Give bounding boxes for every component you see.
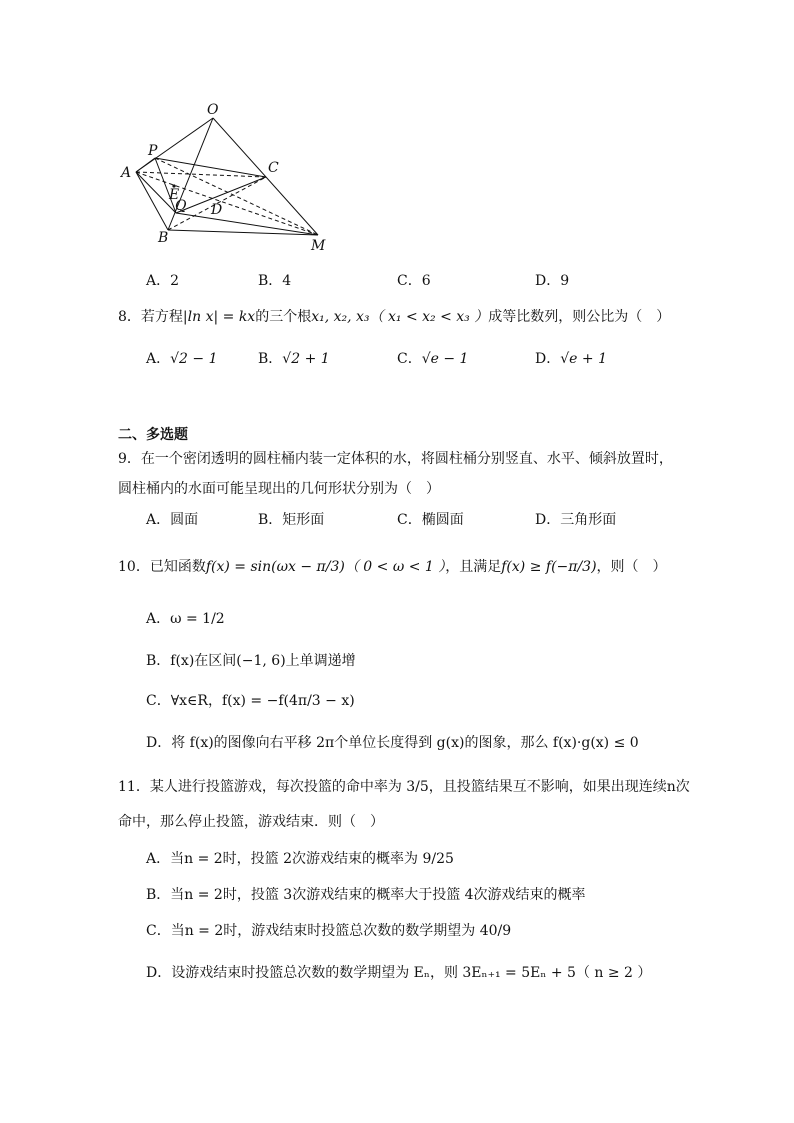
q9-option-d: D．三角形面 xyxy=(535,512,617,528)
q10-condition: （ 0 < ω < 1 ） xyxy=(344,559,446,575)
q7-option-a: A．2 xyxy=(146,273,180,289)
label-C: C xyxy=(268,160,279,176)
label-E: E xyxy=(169,187,180,203)
q8-option-a: A．√2 − 1 xyxy=(146,351,218,367)
q10-option-d: D．将 f(x)的图像向右平移 2π个单位长度得到 g(x)的图象，那么 f(x)·g(x) ≤ 0 xyxy=(146,735,639,751)
q11-option-c: C．当n = 2时，游戏结束时投篮总次数的数学期望为 40/9 xyxy=(146,923,512,939)
q8-equation: |ln x| = kx xyxy=(182,309,256,325)
q10-option-a: A．ω = 1/2 xyxy=(146,611,225,627)
q8-roots: x₁, x₂, x₃ xyxy=(311,309,370,325)
label-P: P xyxy=(148,143,158,159)
label-B: B xyxy=(158,230,169,246)
q9-line2: 圆柱桶内的水面可能呈现出的几何形状分别为（ ） xyxy=(118,481,440,497)
q9-option-c: C．椭圆面 xyxy=(397,512,464,528)
q8-condition: （ x₁ < x₂ < x₃ ） xyxy=(369,309,489,325)
q7-option-d: D．9 xyxy=(535,273,570,289)
q10-stem: 10．已知函数f(x) = sin(ωx − π/3)（ 0 < ω < 1 ），且满足f(x) ≥ f(−π/3)，则（ ） xyxy=(118,559,667,575)
q8-option-b: B．√2 + 1 xyxy=(258,351,330,367)
q9-line1: 9．在一个密闭透明的圆柱桶内装一定体积的水，将圆柱桶分别竖直、水平、倾斜放置时， xyxy=(118,451,673,467)
q11-option-a: A．当n = 2时，投篮 2次游戏结束的概率为 9/25 xyxy=(146,851,454,867)
label-Q: Q xyxy=(175,198,187,214)
q7-option-b: B．4 xyxy=(258,273,292,289)
section-heading: 二、多选题 xyxy=(118,427,188,443)
q11-option-d: D．设游戏结束时投篮总次数的数学期望为 Eₙ，则 3Eₙ₊₁ = 5Eₙ + 5（ n ≥ 2 ） xyxy=(146,965,652,981)
label-D: D xyxy=(211,202,223,218)
q7-option-c: C．6 xyxy=(397,273,431,289)
label-A: A xyxy=(121,165,132,181)
q8-stem xyxy=(118,306,670,326)
pyramid-figure xyxy=(118,100,338,260)
label-O: O xyxy=(207,102,219,118)
q11-option-b: B．当n = 2时，投篮 3次游戏结束的概率大于投篮 4次游戏结束的概率 xyxy=(146,887,586,903)
q8-number: 8． xyxy=(118,309,141,325)
q11-line1: 11．某人进行投篮游戏，每次投篮的命中率为 3/5，且投篮结果互不影响，如果出现连续n次 xyxy=(118,779,690,795)
q10-option-c: C．∀x∈R，f(x) = −f(4π/3 − x) xyxy=(146,693,355,709)
q10-function: f(x) = sin(ωx − π/3) xyxy=(205,559,345,575)
q8-option-d: D．√e + 1 xyxy=(535,351,607,367)
q8-text-a: 若方程 xyxy=(140,309,183,325)
label-M: M xyxy=(311,238,326,254)
q8-text-c: 成等比数列，则公比为（ ） xyxy=(488,309,671,325)
q8-text-b: 的三个根 xyxy=(255,309,312,325)
q10-option-b: B．f(x)在区间(−1, 6)上单调递增 xyxy=(146,653,356,669)
q9-option-a: A．圆面 xyxy=(146,512,199,528)
q11-line2: 命中，那么停止投篮，游戏结束．则（ ） xyxy=(118,814,384,830)
q9-option-b: B．矩形面 xyxy=(258,512,325,528)
q8-option-c: C．√e − 1 xyxy=(397,351,469,367)
q10-inequality: f(x) ≥ f(−π/3) xyxy=(501,559,597,575)
